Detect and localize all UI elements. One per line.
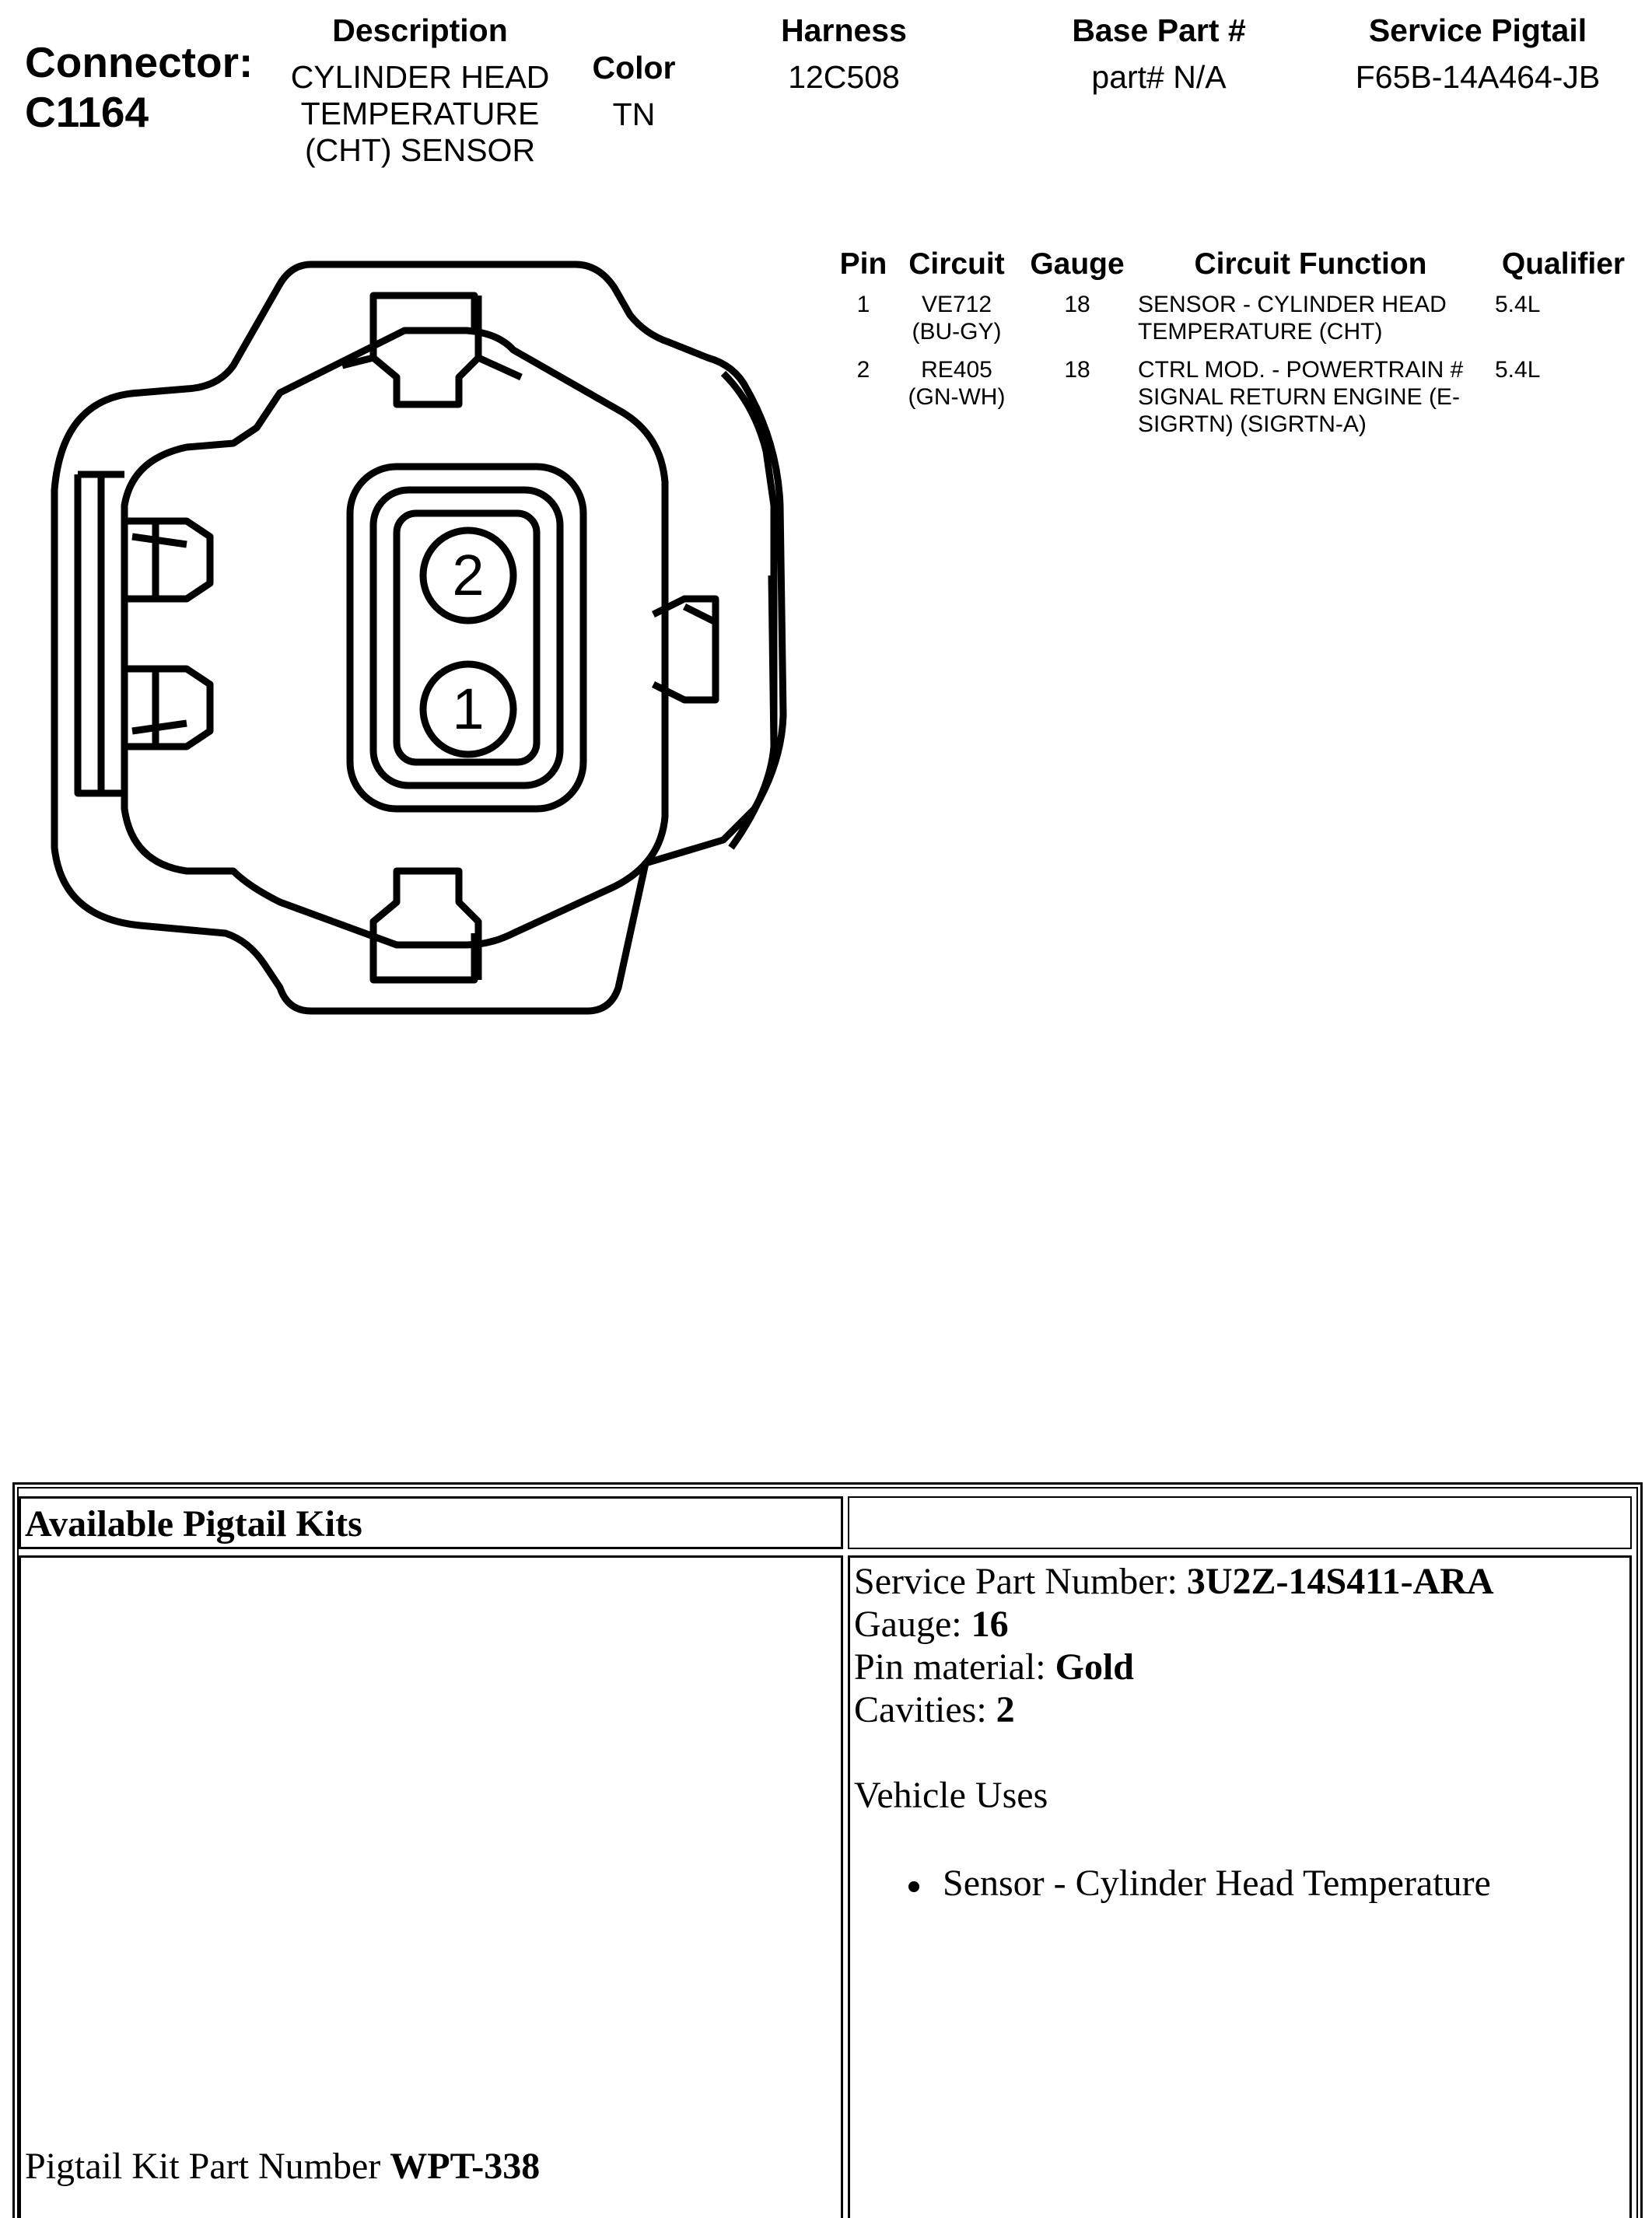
gauge-value: 16 (971, 1604, 1009, 1645)
qualifier-header: Qualifier (1501, 247, 1626, 281)
connector-face-diagram (31, 249, 801, 1027)
qualifier-cell: 5.4L (1495, 292, 1541, 317)
gauge-cell: 18 (1064, 357, 1090, 383)
pin-header: Pin (839, 247, 887, 281)
pigtail-details (854, 1560, 1494, 1817)
pin-material-value: Gold (1055, 1646, 1134, 1688)
cavities-value: 2 (996, 1689, 1015, 1730)
cavity-inner-frame (373, 490, 560, 785)
connector-outer-shell (54, 264, 783, 1011)
circuit-function-header: Circuit Function (1194, 247, 1427, 281)
base-part-header: Base Part # (1072, 12, 1246, 48)
circuit-color: (BU-GY) (912, 319, 1002, 345)
pin-1-label: 1 (452, 677, 485, 741)
gauge-cell: 18 (1064, 292, 1090, 317)
pigtail-kit-part-number (25, 2145, 540, 2188)
kit-value: WPT-338 (390, 2146, 541, 2187)
kit-label: Pigtail Kit Part Number (25, 2146, 390, 2187)
pin-cell: 2 (856, 357, 870, 383)
circuit-header: Circuit (908, 247, 1005, 281)
pin-material-label: Pin material: (854, 1646, 1055, 1688)
gauge-header: Gauge (1030, 247, 1125, 281)
service-pigtail-header: Service Pigtail (1368, 12, 1587, 48)
circuit-cell (894, 356, 1019, 411)
function-line: TEMPERATURE (CHT) (1138, 319, 1383, 345)
function-cell (1138, 291, 1488, 345)
qualifier-cell: 5.4L (1495, 357, 1541, 383)
cavities-label: Cavities: (854, 1689, 996, 1730)
function-cell (1138, 356, 1488, 438)
list-item (908, 1862, 1491, 1905)
service-part-label: Service Part Number: (854, 1561, 1187, 1602)
harness-header: Harness (781, 12, 907, 48)
cavities-line (854, 1688, 1494, 1731)
function-line: CTRL MOD. - POWERTRAIN # (1138, 357, 1464, 383)
vehicle-use-text: Sensor - Cylinder Head Temperature (943, 1863, 1491, 1904)
circuit-cell (894, 291, 1019, 345)
circuit-code: VE712 (921, 292, 992, 317)
color-value: TN (612, 96, 656, 132)
vehicle-uses-list (908, 1862, 1491, 1905)
bullet-icon (908, 1881, 919, 1892)
pigtail-title: Available Pigtail Kits (25, 1503, 362, 1545)
pin-cell: 1 (856, 292, 870, 317)
service-part-value: 3U2Z-14S411-ARA (1186, 1561, 1494, 1602)
color-header: Color (592, 50, 676, 86)
gauge-line (854, 1603, 1494, 1646)
service-part-number-line (854, 1560, 1494, 1603)
function-line: SIGRTN) (SIGRTN-A) (1138, 411, 1367, 437)
connector-id: C1164 (25, 88, 149, 136)
description-header: Description (332, 12, 508, 48)
description-line: TEMPERATURE (300, 96, 540, 131)
circuit-code: RE405 (921, 357, 992, 383)
pin-material-line (854, 1646, 1494, 1688)
vehicle-uses-heading: Vehicle Uses (854, 1775, 1048, 1816)
harness-value: 12C508 (788, 59, 900, 95)
description-line: (CHT) SENSOR (304, 132, 536, 168)
function-line: SIGNAL RETURN ENGINE (E- (1138, 384, 1460, 410)
pin-2-label: 2 (452, 543, 485, 607)
connector-label: Connector: (25, 38, 254, 86)
circuit-color: (GN-WH) (908, 384, 1006, 410)
function-line: SENSOR - CYLINDER HEAD (1138, 292, 1447, 317)
description-line: CYLINDER HEAD (290, 59, 550, 95)
base-part-value: part# N/A (1091, 59, 1227, 95)
service-pigtail-value: F65B-14A464-JB (1355, 59, 1601, 95)
description-value (264, 59, 576, 169)
pigtail-kit-cell (19, 1555, 843, 2218)
pigtail-title-spacer-cell (848, 1496, 1632, 1549)
gauge-label: Gauge: (854, 1604, 971, 1645)
